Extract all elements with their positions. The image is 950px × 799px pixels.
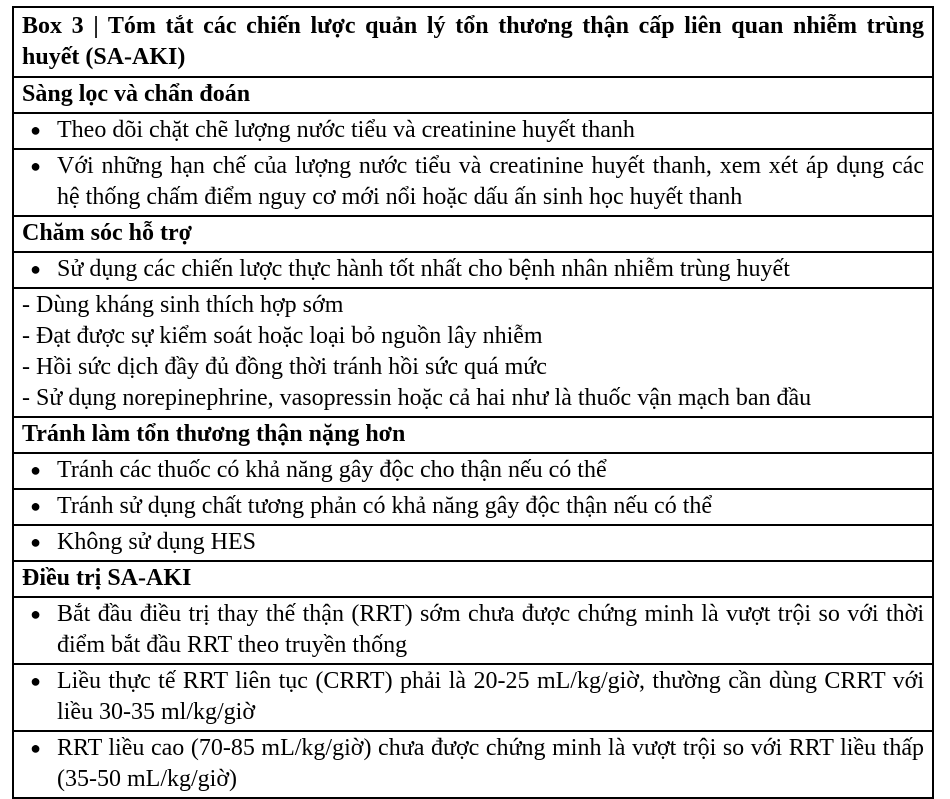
list-item xyxy=(14,454,932,490)
bullet-icon: ● xyxy=(30,738,41,758)
list-item-text: Bắt đầu điều trị thay thế thận (RRT) sớm chưa được chứng minh là vượt trội so với thời điểm bắt đầu RRT theo truyền thống xyxy=(57,601,924,658)
list-item-text: Theo dõi chặt chẽ lượng nước tiểu và creatinine huyết thanh xyxy=(57,117,635,143)
dash-item: - Hồi sức dịch đầy đủ đồng thời tránh hồi sức quá mức xyxy=(22,354,547,380)
list-item-text: Không sử dụng HES xyxy=(57,529,257,555)
section-heading-treatment: Điều trị SA-AKI xyxy=(14,562,932,598)
bullet-icon: ● xyxy=(30,460,41,480)
list-item-text: Sử dụng các chiến lược thực hành tốt nhất cho bệnh nhân nhiễm trùng huyết xyxy=(57,256,790,282)
list-item-text: Tránh các thuốc có khả năng gây độc cho thận nếu có thể xyxy=(57,457,607,483)
bullet-icon: ● xyxy=(30,671,41,691)
box-title: Box 3 | Tóm tắt các chiến lược quản lý tổn thương thận cấp liên quan nhiễm trùng huyết (SA-AKI) xyxy=(14,8,932,78)
list-item xyxy=(14,490,932,526)
bullet-icon: ● xyxy=(30,259,41,279)
list-item xyxy=(14,732,932,799)
list-item xyxy=(14,150,932,217)
bullet-icon: ● xyxy=(30,120,41,140)
bullet-icon: ● xyxy=(30,156,41,176)
section-heading-screening: Sàng lọc và chẩn đoán xyxy=(14,78,932,114)
dash-item: - Dùng kháng sinh thích hợp sớm xyxy=(22,292,344,318)
bullet-icon: ● xyxy=(30,532,41,552)
list-item xyxy=(14,526,932,562)
section-heading-support: Chăm sóc hỗ trợ xyxy=(14,217,932,253)
dash-item: - Sử dụng norepinephrine, vasopressin hoặc cả hai như là thuốc vận mạch ban đầu xyxy=(22,385,812,411)
list-item-text: Với những hạn chế của lượng nước tiểu và creatinine huyết thanh, xem xét áp dụng các hệ thống chấm điểm nguy cơ mới nổi hoặc dấu ấn sinh học huyết thanh xyxy=(57,153,924,210)
list-item xyxy=(14,114,932,150)
bullet-icon: ● xyxy=(30,496,41,516)
summary-box xyxy=(12,6,934,799)
list-item-text: Tránh sử dụng chất tương phản có khả năng gây độc thận nếu có thể xyxy=(57,493,713,519)
list-item xyxy=(14,598,932,665)
dash-list xyxy=(14,289,932,418)
list-item-text: RRT liều cao (70-85 mL/kg/giờ) chưa được chứng minh là vượt trội so với RRT liều thấp (35-50 mL/kg/giờ) xyxy=(57,735,924,792)
list-item xyxy=(14,665,932,732)
bullet-icon: ● xyxy=(30,604,41,624)
list-item-text: Liều thực tế RRT liên tục (CRRT) phải là 20-25 mL/kg/giờ, thường cần dùng CRRT với liều 30-35 ml/kg/giờ xyxy=(57,668,924,725)
dash-item: - Đạt được sự kiểm soát hoặc loại bỏ nguồn lây nhiễm xyxy=(22,323,543,349)
list-item xyxy=(14,253,932,289)
section-heading-avoid: Tránh làm tổn thương thận nặng hơn xyxy=(14,418,932,454)
